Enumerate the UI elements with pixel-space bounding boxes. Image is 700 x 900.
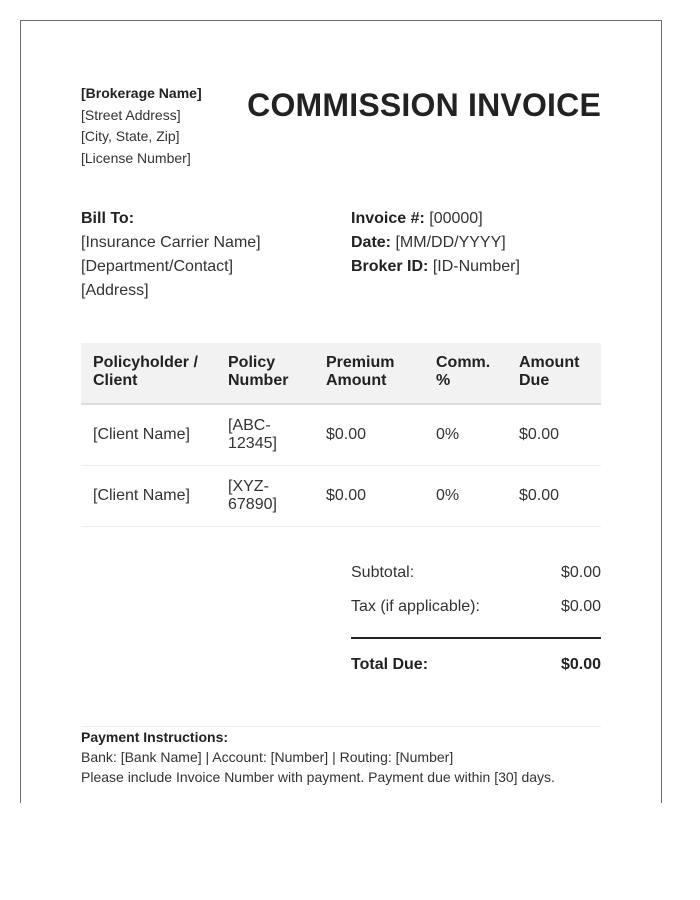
table-row (81, 466, 601, 527)
invoice-meta (351, 207, 520, 279)
payment-note: Please include Invoice Number with payment. Payment due within [30] days. (81, 769, 555, 785)
brokerage-block (81, 83, 202, 169)
cell-client: [Client Name] (81, 466, 216, 527)
brokerage-name: [Brokerage Name] (81, 85, 202, 101)
cell-premium: $0.00 (314, 404, 424, 466)
line-items-table (81, 343, 601, 527)
cell-client: [Client Name] (81, 404, 216, 466)
broker-id-line (351, 255, 520, 279)
cell-policy-number: [XYZ-67890] (216, 466, 314, 527)
bill-to-carrier: [Insurance Carrier Name] (81, 234, 261, 251)
cell-premium: $0.00 (314, 466, 424, 527)
bill-to-block (81, 207, 261, 303)
tax-row (351, 595, 601, 629)
total-due-row (351, 637, 601, 687)
bill-to-contact: [Department/Contact] (81, 258, 234, 275)
header-policy-number: Policy Number (216, 343, 314, 404)
total-due-value: $0.00 (560, 656, 601, 673)
payment-bank-line: Bank: [Bank Name] | Account: [Number] | Routing: [Number] (81, 749, 454, 765)
brokerage-license: [License Number] (81, 149, 191, 166)
cell-comm-percent: 0% (424, 466, 507, 527)
total-due-label: Total Due: (351, 656, 429, 673)
brokerage-city: [City, State, Zip] (81, 128, 180, 144)
cell-policy-number: [ABC-12345] (216, 404, 314, 466)
header-policyholder: Policyholder / Client (81, 343, 216, 404)
table-header-row (81, 343, 601, 404)
payment-title: Payment Instructions: (81, 729, 229, 745)
invoice-number-line (351, 207, 520, 231)
cell-comm-percent: 0% (424, 404, 507, 466)
bill-to-label: Bill To: (81, 210, 135, 227)
invoice-number: [00000] (429, 210, 483, 227)
invoice-title: COMMISSION INVOICE (247, 87, 601, 123)
payment-instructions (81, 726, 601, 787)
invoice-number-label: Invoice #: (351, 210, 425, 227)
subtotal-value: $0.00 (560, 564, 601, 581)
invoice-date: [MM/DD/YYYY] (395, 234, 506, 251)
cell-amount-due: $0.00 (507, 466, 601, 527)
header-amount-due: Amount Due (507, 343, 601, 404)
broker-id-label: Broker ID: (351, 258, 429, 275)
broker-id: [ID-Number] (432, 258, 520, 275)
header-premium-amount: Premium Amount (314, 343, 424, 404)
tax-value: $0.00 (560, 598, 601, 615)
invoice-date-line (351, 231, 520, 255)
header-comm-percent: Comm. % (424, 343, 507, 404)
invoice-date-label: Date: (351, 234, 392, 251)
subtotal-row (351, 561, 601, 595)
cell-amount-due: $0.00 (507, 404, 601, 466)
invoice-sheet (20, 20, 662, 803)
brokerage-street: [Street Address] (81, 106, 181, 123)
bill-to-address: [Address] (81, 282, 149, 299)
table-row (81, 404, 601, 466)
tax-label: Tax (if applicable): (351, 598, 480, 615)
totals-block (351, 561, 601, 687)
subtotal-label: Subtotal: (351, 564, 415, 581)
